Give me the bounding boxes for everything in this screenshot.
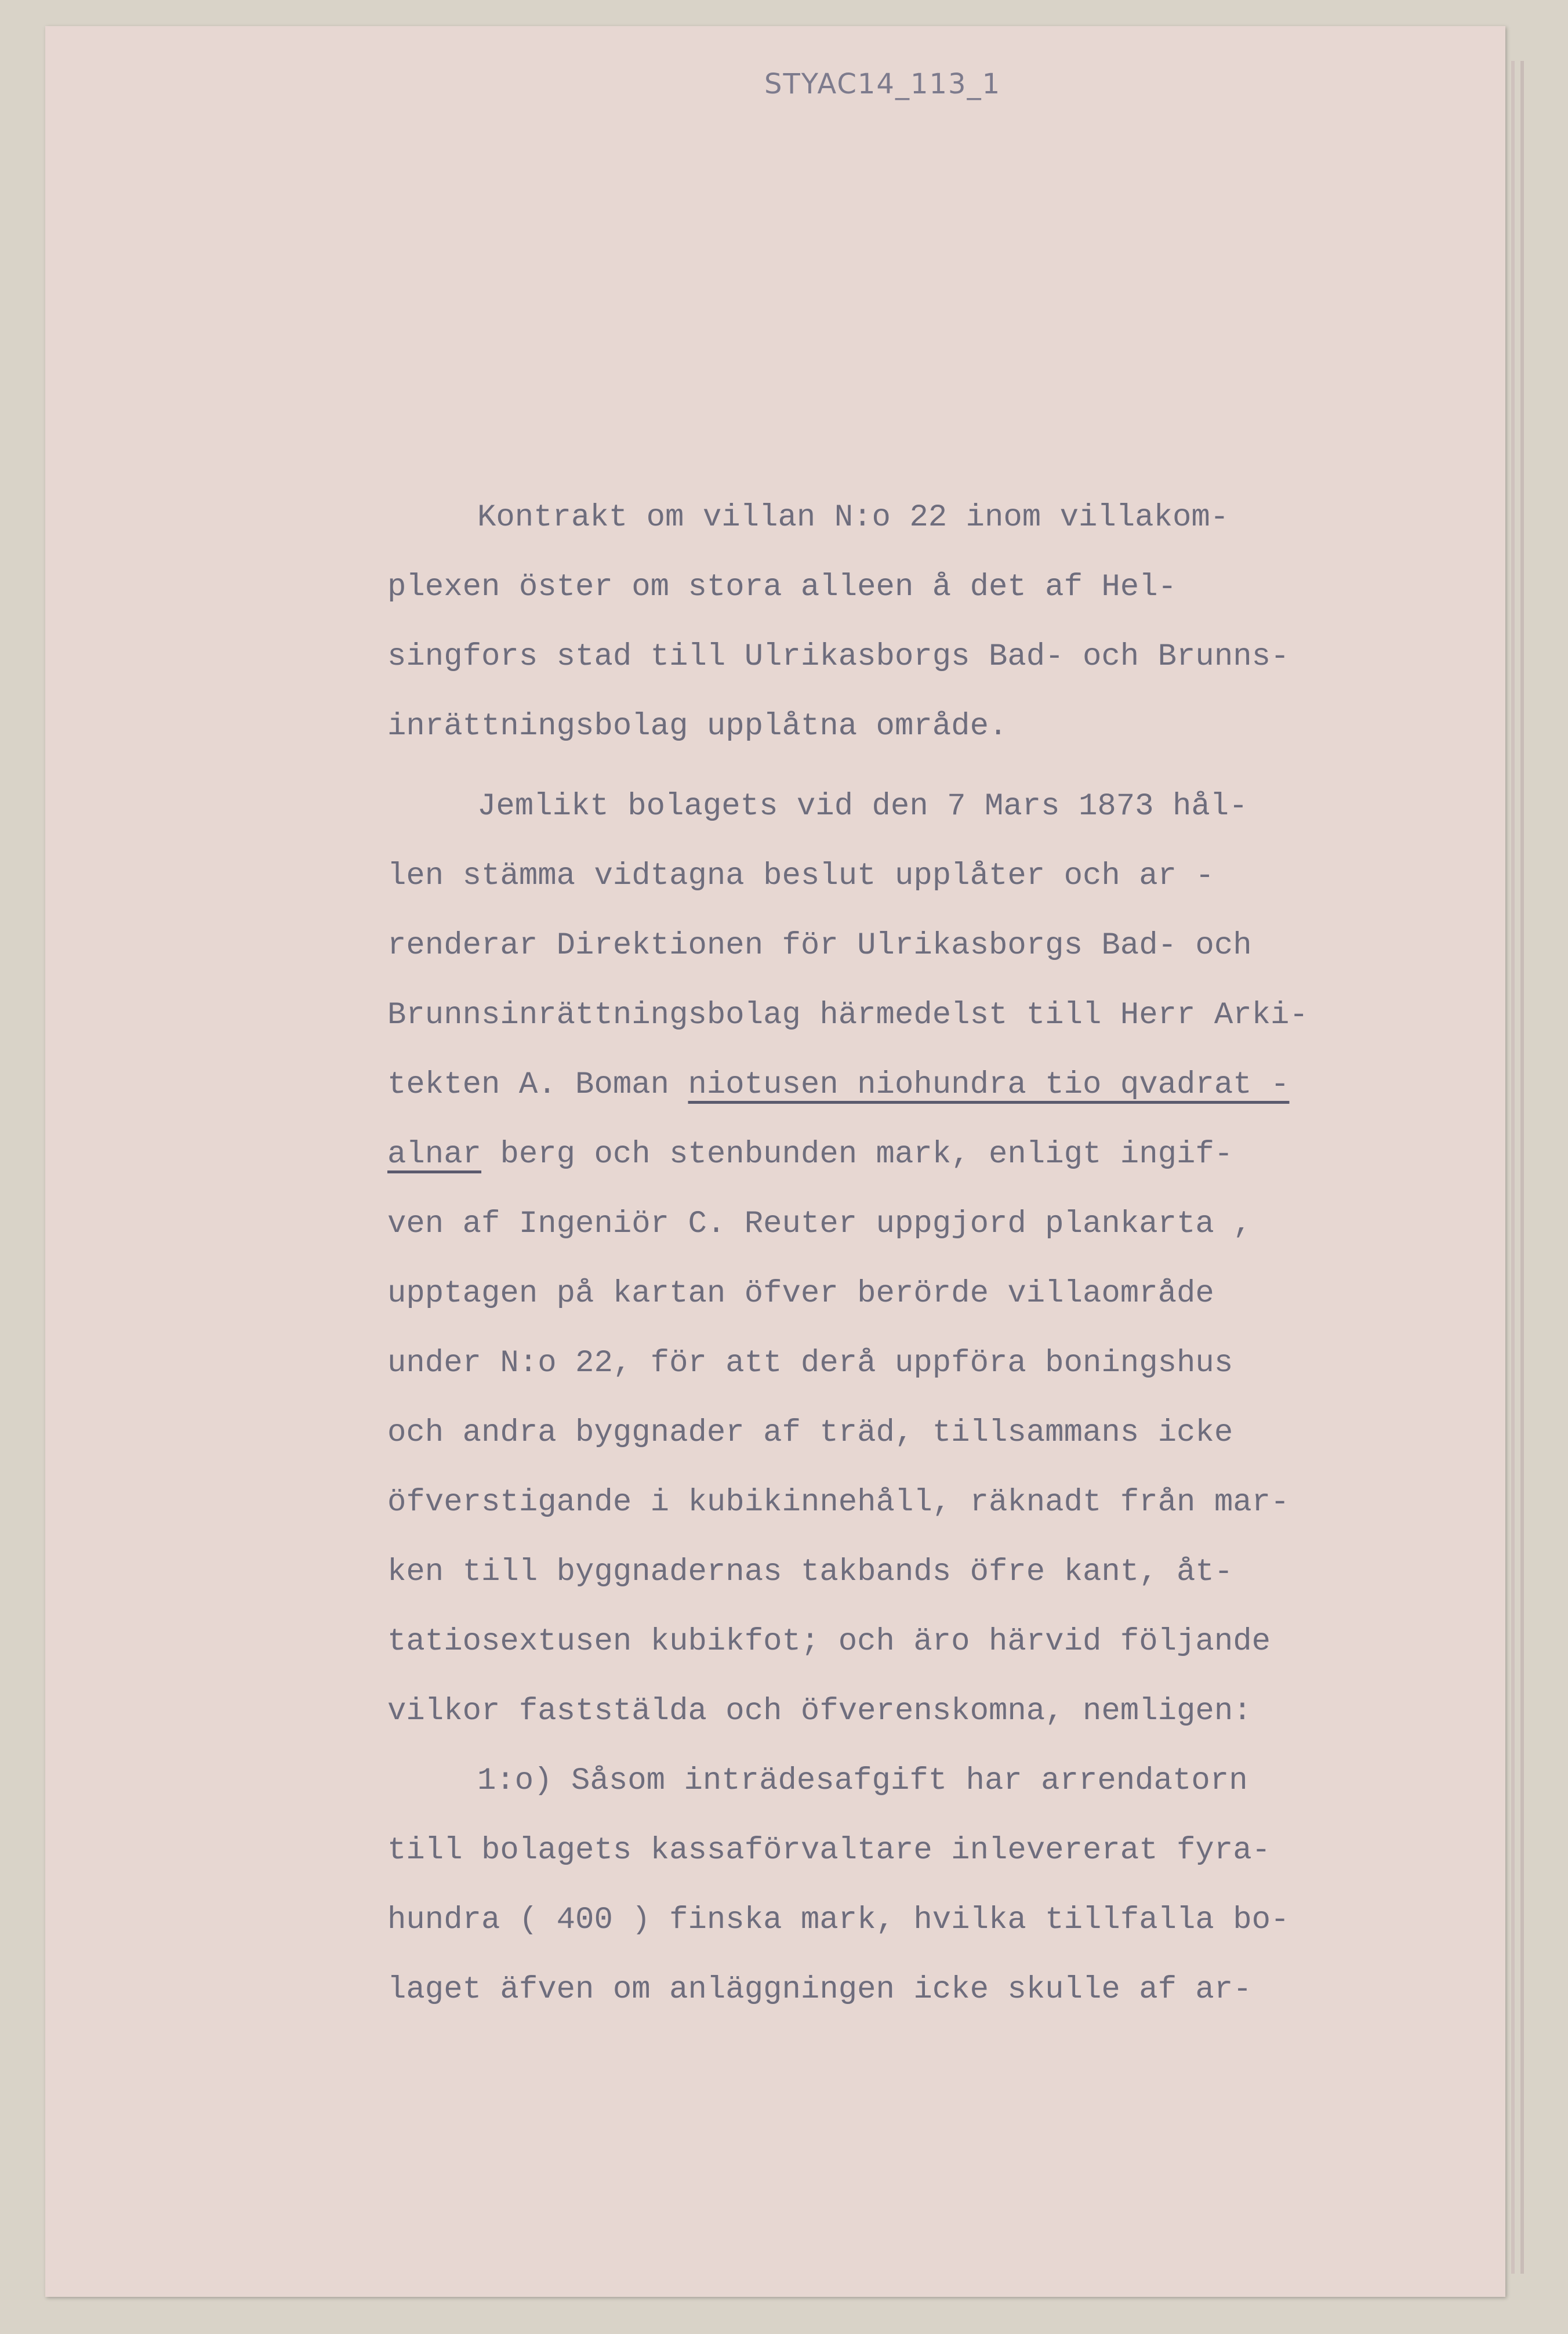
text-line: ven af Ingeniör C. Reuter uppgjord plankarta , [387,1206,1252,1242]
text-line: laget äfven om anläggningen icke skulle af ar- [387,1972,1252,2007]
text-line: plexen öster om stora alleen å det af Hel- [387,570,1177,605]
text-line: ken till byggnadernas takbands öfre kant, åt- [387,1554,1233,1590]
document-page [45,26,1505,2297]
text-line: Kontrakt om villan N:o 22 inom villakom- [477,500,1229,535]
text-fragment: tekten A. Boman [387,1067,670,1103]
text-line: upptagen på kartan öfver berörde villaområde [387,1276,1214,1311]
text-line: hundra ( 400 ) finska mark, hvilka tillfalla bo- [387,1902,1290,1938]
text-line: till bolagets kassaförvaltare inlevererat fyra- [387,1833,1271,1868]
text-line: singfors stad till Ulrikasborgs Bad- och Brunns- [387,639,1290,675]
archive-reference: STYAC14_113_1 [764,68,1001,100]
text-line: och andra byggnader af träd, tillsammans icke [387,1415,1233,1451]
text-line: Jemlikt bolagets vid den 7 Mars 1873 hål- [477,789,1248,824]
page-edge [1511,61,1515,2274]
contract-text [387,483,1420,2025]
text-line [387,1120,1420,1190]
text-line: vilkor faststälda och öfverenskomna, nemligen: [387,1694,1252,1729]
text-line [387,1050,1420,1120]
text-line: Brunnsinrättningsbolag härmedelst till Herr Arki- [387,998,1308,1033]
page-edge [1520,61,1524,2274]
text-line: öfverstigande i kubikinnehåll, räknadt från mar- [387,1485,1290,1520]
text-line: len stämma vidtagna beslut upplåter och ar - [387,858,1214,894]
text-line: under N:o 22, för att derå uppföra boningshus [387,1346,1233,1381]
text-line: 1:o) Såsom inträdesafgift har arrendatorn [477,1763,1248,1799]
underlined-text: alnar [387,1137,482,1172]
text-line: inrättningsbolag upplåtna område. [387,709,1008,744]
underlined-text: niotusen niohundra tio qvadrat - [688,1067,1290,1103]
text-line: renderar Direktionen för Ulrikasborgs Bad- och [387,928,1252,963]
text-fragment: berg och stenbunden mark, enligt ingif- [500,1137,1233,1172]
text-line: tatiosextusen kubikfot; och äro härvid följande [387,1624,1271,1659]
